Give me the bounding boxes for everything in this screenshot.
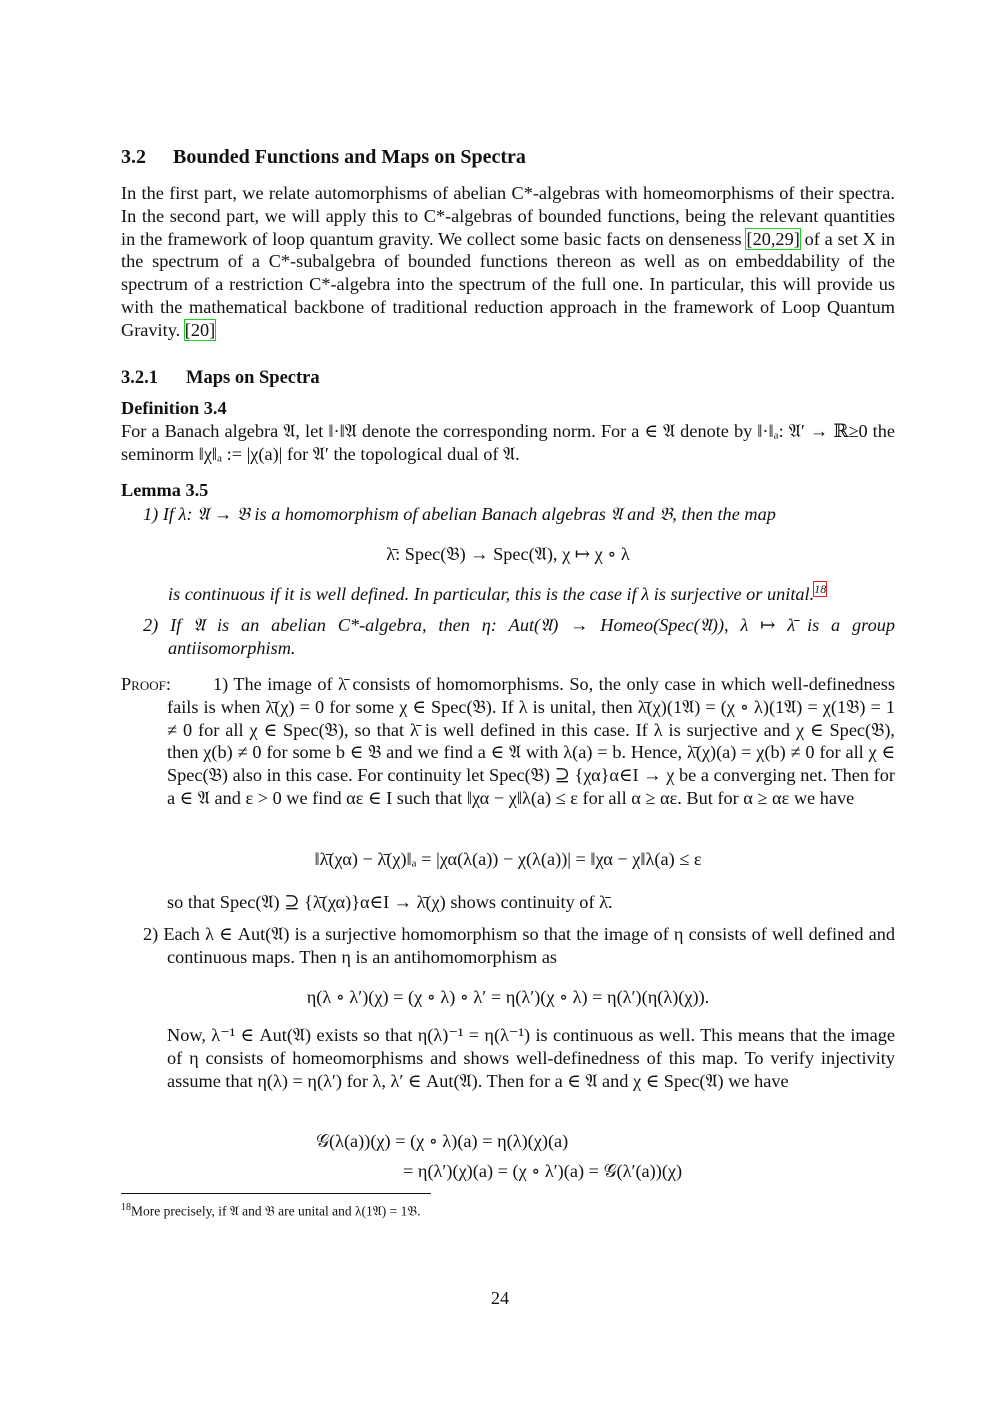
footnote-number: 18 <box>121 1202 131 1213</box>
item-number: 2) <box>143 924 159 944</box>
proof-text-3: Now, λ⁻¹ ∈ Aut(𝔄) exists so that η(λ)⁻¹ = η(λ⁻¹) is continuous as well. This means that the image of η consists of homeomorphisms and shows well-definedness of this map. To verify injectivity assume that η(λ) = η(λ′) for λ, λ′ ∈ Aut(𝔄). Then for a ∈ 𝔄 and χ ∈ Spec(𝔄) we have <box>167 1025 895 1091</box>
subsection-title: Maps on Spectra <box>186 368 320 388</box>
lemma-title: Lemma 3.5 <box>121 480 209 500</box>
lemma-item-1 <box>143 503 895 526</box>
footnote-text: More precisely, if 𝔄 and 𝔅 are unital and λ(1𝔄) = 1𝔅. <box>131 1203 421 1219</box>
item-text: If 𝔄 is an abelian C*-algebra, then η: Aut(𝔄) → Homeo(Spec(𝔄)), λ ↦ λ̄ is a group antiisomorphism. <box>168 615 895 658</box>
proof-equation-1: ‖λ̄(χα) − λ̄(χ)‖ₐ = |χα(λ(a)) − χ(λ(a))| = ‖χα − χ‖λ(a) ≤ ε <box>314 849 702 869</box>
section-title: Bounded Functions and Maps on Spectra <box>173 146 526 168</box>
proof-equation-3b: = η(λ′)(χ)(a) = (χ ∘ λ′)(a) = 𝒢(λ′(a))(χ) <box>403 1161 683 1181</box>
lemma-item-1-continued <box>168 583 895 606</box>
item-number: 1) <box>143 504 159 524</box>
lemma-item-2 <box>143 614 895 660</box>
intro-text-2: of a set X in the spectrum of a C*-subalgebra of bounded functions thereon as well as on embeddability of the spectrum of a restriction C*-algebra into the spectrum of the full one. In particular, this will provide us with the mathematical backbone of traditional reduction approach in the framework of Loop Quantum Gravity. <box>121 228 895 340</box>
lemma-equation: λ̄: Spec(𝔅) → Spec(𝔄), χ ↦ χ ∘ λ <box>386 544 630 564</box>
proof-equation-2: η(λ ∘ λ′)(χ) = (χ ∘ λ) ∘ λ′ = η(λ′)(χ ∘ λ) = η(λ′)(η(λ)(χ)). <box>306 987 710 1007</box>
definition-text: For a Banach algebra 𝔄, let ‖·‖𝔄 denote the corresponding norm. For a ∈ 𝔄 denote by ‖·‖ₐ: 𝔄′ → ℝ≥0 the seminorm ‖χ‖ₐ := |χ(a)| for 𝔄′ the topological dual of 𝔄. <box>121 421 895 464</box>
citation-link[interactable]: [20] <box>184 319 216 340</box>
page-number: 24 <box>490 1288 510 1308</box>
footnote <box>121 1197 420 1223</box>
item-text: If λ: 𝔄 → 𝔅 is a homomorphism of abelian Banach algebras 𝔄 and 𝔅, then the map <box>162 504 776 524</box>
proof-equation-3a: 𝒢(λ(a))(χ) = (χ ∘ λ)(a) = η(λ)(χ)(a) <box>316 1131 569 1151</box>
section-heading <box>121 146 895 169</box>
citation-link[interactable]: [20,29] <box>746 228 800 249</box>
proof-text: Each λ ∈ Aut(𝔄) is a surjective homomorphism so that the image of η consists of well defined and continuous maps. Then η is an antihomomorphism as <box>163 924 896 967</box>
proof-part-2 <box>143 923 895 969</box>
item-number: 2) <box>143 615 159 635</box>
footnote-link[interactable]: 18 <box>814 581 827 596</box>
intro-text-1: In the first part, we relate automorphisms of abelian C*-algebras with homeomorphisms of their spectra. In the second part, we will apply this to C*-algebras of bounded functions, being the relevant quantities in the framework of loop quantum gravity. We collect some basic facts on denseness <box>121 183 895 249</box>
proof-text-end: so that Spec(𝔄) ⊇ {λ̄(χα)}α∈I → λ̄(χ) shows continuity of λ̄. <box>167 892 613 912</box>
proof-part-1 <box>121 673 895 810</box>
proof-text: 1) The image of λ̄ consists of homomorphisms. So, the only case in which well-definedness fails is when λ̄(χ) = 0 for some χ ∈ Spec(𝔅). If λ is unital, then λ̄(χ)(1𝔄) = (χ ∘ λ)(1𝔄) = χ(1𝔅) = 1 ≠ 0 for all χ ∈ Spec(𝔅), so that λ̄ is well defined in this case. If λ is surjective and χ ∈ Spec(𝔅), then χ(b) ≠ 0 for some b ∈ 𝔅 and we find a ∈ 𝔄 with λ(a) = b. Hence, λ̄(χ)(a) = χ(b) ≠ 0 for all χ ∈ Spec(𝔅) also in this case. For continuity let Spec(𝔅) ⊇ {χα}α∈I → χ be a converging net. Then for a ∈ 𝔄 and ε > 0 we find αε ∈ I such that ‖χα − χ‖λ(a) ≤ ε for all α ≥ αε. But for α ≥ αε we have <box>167 674 895 808</box>
item-text: is continuous if it is well defined. In particular, this is the case if λ is surjective or unital. <box>168 584 815 604</box>
subsection-number: 3.2.1 <box>121 368 158 388</box>
footnote-divider <box>121 1193 431 1194</box>
section-number: 3.2 <box>121 146 146 168</box>
definition-title: Definition 3.4 <box>121 398 227 418</box>
proof-label: Proof: <box>121 674 171 694</box>
subsection-heading <box>121 367 895 390</box>
intro-paragraph <box>121 182 895 342</box>
